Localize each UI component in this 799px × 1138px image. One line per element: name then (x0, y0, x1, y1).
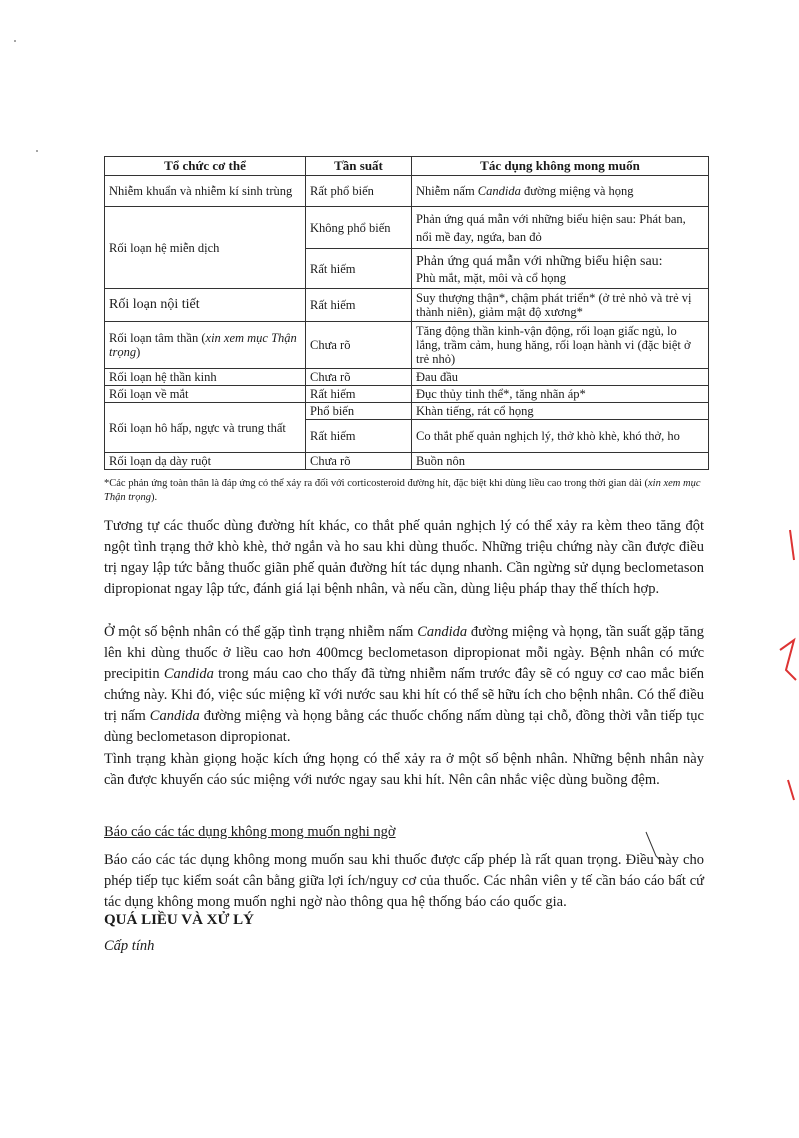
organ-cell: Nhiễm khuẩn và nhiễm kí sinh trùng (105, 176, 306, 207)
red-stamp-fragment (760, 520, 799, 820)
organ-cell: Rối loạn nội tiết (105, 289, 306, 322)
table-row (105, 453, 709, 470)
overdose-heading: QUÁ LIỀU VÀ XỬ LÝ (104, 912, 255, 928)
table-row (105, 386, 709, 403)
adverse-effects-table (104, 156, 709, 470)
frequency-cell: Rất hiếm (306, 386, 412, 403)
organ-cell: Rối loạn hệ thần kinh (105, 369, 306, 386)
pen-stroke-mark (642, 830, 672, 870)
table-row (105, 176, 709, 207)
table-header-row (105, 157, 709, 176)
frequency-cell: Không phổ biến (306, 207, 412, 249)
organ-cell: Rối loạn dạ dày ruột (105, 453, 306, 470)
paragraph-reporting: Báo cáo các tác dụng không mong muốn sau khi thuốc được cấp phép là rất quan trọng. Điều này cho phép tiếp tục kiểm soát cân bằng giữa lợi ích/nguy cơ của thuốc. Các nhân viên y tế cần báo cáo bất cứ tác dụng không mong muốn nghi ngờ nào thông qua hệ thống báo cáo quốc gia. (104, 852, 704, 910)
effect-cell: Buồn nôn (412, 453, 709, 470)
organ-cell: Rối loạn hô hấp, ngực và trung thất (105, 403, 306, 453)
table-footnote: *Các phản ứng toàn thân là đáp ứng có thể xảy ra đối với corticosteroid đường hít, đặc biệt khi dùng liều cao trong thời gian dài (xin xem mục Thận trọng). (104, 478, 701, 503)
effect-cell: Co thắt phế quản nghịch lý, thở khò khè, khó thở, ho (412, 420, 709, 453)
frequency-cell: Rất hiếm (306, 289, 412, 322)
frequency-cell: Phổ biến (306, 403, 412, 420)
table-row (105, 289, 709, 322)
organ-cell: Rối loạn về mắt (105, 386, 306, 403)
table-row (105, 322, 709, 369)
effect-cell: Tăng động thần kinh-vận động, rối loạn giấc ngủ, lo lắng, trầm cảm, hung hăng, rối loạn hành vi (đặc biệt ở trẻ nhỏ) (412, 322, 709, 369)
paragraph-hoarseness: Tình trạng khàn giọng hoặc kích ứng họng có thể xảy ra ở một số bệnh nhân. Những bệnh nhân này cần được khuyến cáo súc miệng với nước ngay sau khi hít. Nên cân nhắc việc dùng buồng đệm. (104, 751, 704, 788)
col-header-frequency: Tần suất (306, 157, 412, 176)
effect-cell: Nhiễm nấm Candida đường miệng và họng (412, 176, 709, 207)
scan-speck (14, 40, 16, 42)
effect-cell: Khàn tiếng, rát cổ họng (412, 403, 709, 420)
table-row (105, 403, 709, 420)
table-row (105, 207, 709, 249)
effect-cell: Đục thủy tinh thể*, tăng nhãn áp* (412, 386, 709, 403)
acute-heading: Cấp tính (104, 938, 155, 954)
organ-cell: Rối loạn hệ miễn dịch (105, 207, 306, 289)
col-header-effect: Tác dụng không mong muốn (412, 157, 709, 176)
effect-cell: Phản ứng quá mẫn với những biểu hiện sau: Phù mắt, mặt, môi và cổ họng (412, 249, 709, 289)
frequency-cell: Chưa rõ (306, 453, 412, 470)
effect-cell: Đau đầu (412, 369, 709, 386)
frequency-cell: Chưa rõ (306, 369, 412, 386)
frequency-cell: Rất hiếm (306, 249, 412, 289)
frequency-cell: Chưa rõ (306, 322, 412, 369)
effect-cell: Suy thượng thận*, chậm phát triển* (ở trẻ nhỏ và trẻ vị thành niên), giảm mật độ xương* (412, 289, 709, 322)
paragraph-bronchospasm: Tương tự các thuốc dùng đường hít khác, co thắt phế quản nghịch lý có thể xảy ra kèm theo tăng đột ngột tình trạng thở khò khè, thở ngắn và ho sau khi dùng thuốc. Những triệu chứng này cần được điều trị ngay lập tức bằng thuốc giãn phế quản đường hít tác dụng nhanh. Cần ngừng sử dụng beclometason dipropionat ngay lập tức, đánh giá lại bệnh nhân, và nếu cần, dùng liệu pháp thay thế thích hợp. (104, 518, 704, 597)
report-heading: Báo cáo các tác dụng không mong muốn nghi ngờ (104, 824, 396, 840)
frequency-cell: Rất phổ biến (306, 176, 412, 207)
organ-cell: Rối loạn tâm thần (xin xem mục Thận trọng) (105, 322, 306, 369)
effect-cell: Phản ứng quá mẫn với những biểu hiện sau: Phát ban, nổi mề đay, ngứa, ban đỏ (412, 207, 709, 249)
table-row (105, 369, 709, 386)
col-header-organ: Tổ chức cơ thể (105, 157, 306, 176)
paragraph-candida: Ở một số bệnh nhân có thể gặp tình trạng nhiễm nấm Candida đường miệng và họng, tần suất gặp tăng lên khi dùng thuốc ở liều cao hơn 400mcg beclometason dipropionat mỗi ngày. Bệnh nhân có mức precipitin Candida trong máu cao cho thấy đã từng nhiễm nấm trước đây sẽ có nguy cơ cao mắc biến chứng này. Khi đó, việc súc miệng kĩ với nước sau khi hít có thể sẽ hữu ích cho bệnh nhân. Có thể điều trị nấm Candida đường miệng và họng bằng các thuốc chống nấm dùng tại chỗ, đồng thời vẫn tiếp tục dùng beclometason dipropionat. (104, 624, 704, 745)
scan-speck (36, 150, 38, 152)
frequency-cell: Rất hiếm (306, 420, 412, 453)
